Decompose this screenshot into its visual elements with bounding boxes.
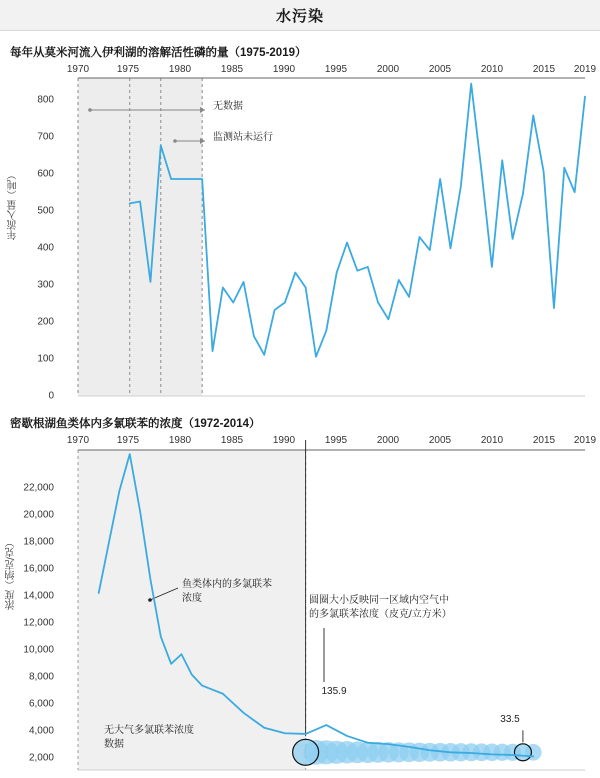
chart1-ytick: 0 — [48, 390, 54, 402]
chart2-ytick: 2,000 — [28, 752, 54, 764]
chart2-point-label-1359: 135.9 — [321, 686, 347, 697]
chart2-y-axis-label: 浓度（纳克/克） — [6, 537, 17, 610]
chart2-plot — [0, 440, 600, 778]
chart1-annotation-no-data: 无数据 — [213, 101, 243, 112]
chart2-xtick: 1995 — [324, 435, 348, 446]
chart1-xtick: 1975 — [116, 64, 140, 75]
chart1-xtick: 2010 — [480, 64, 504, 75]
chart1-y-axis-label: 年流入量（吨） — [8, 170, 19, 240]
chart1-ytick: 500 — [37, 205, 54, 217]
chart2-annotation-fish-pcb: 鱼类体内的多氯联苯 浓度 — [182, 579, 272, 604]
chart1-xtick: 2015 — [532, 64, 556, 75]
chart2-annotation-bubble-legend: 圆圈大小反映同一区域内空气中 的多氯联苯浓度（皮克/立方米） — [309, 595, 452, 620]
chart2-xtick: 1980 — [168, 435, 192, 446]
chart2-ytick: 6,000 — [28, 698, 54, 710]
chart1-ytick: 700 — [37, 131, 54, 143]
chart2-xtick: 2005 — [428, 435, 452, 446]
chart1-xtick: 2000 — [376, 64, 400, 75]
chart1-annotation-station-offline: 监测站未运行 — [213, 132, 273, 143]
chart2-ytick: 16,000 — [23, 563, 54, 575]
chart2-xtick: 1985 — [220, 435, 244, 446]
chart2-ytick: 4,000 — [28, 725, 54, 737]
chart1-ytick: 200 — [37, 316, 54, 328]
chart1-xtick: 1995 — [324, 64, 348, 75]
chart2-xtick: 2015 — [532, 435, 556, 446]
chart1-xtick: 2019 — [573, 64, 597, 75]
chart2-ytick: 22,000 — [23, 482, 54, 494]
chart1-title: 每年从莫米河流入伊利湖的溶解活性磷的量（1975-2019） — [10, 47, 307, 59]
chart2-ytick: 8,000 — [28, 671, 54, 683]
chart2-ytick: 12,000 — [23, 617, 54, 629]
chart1-xtick: 1985 — [220, 64, 244, 75]
chart2-annotation-no-air-data: 无大气多氯联苯浓度 数据 — [104, 725, 194, 750]
chart1-xtick: 1990 — [272, 64, 296, 75]
chart1-xtick: 2005 — [428, 64, 452, 75]
chart1-xtick: 1970 — [66, 64, 90, 75]
chart2-ytick: 10,000 — [23, 644, 54, 656]
chart2-title: 密歇根湖鱼类体内多氯联苯的浓度（1972-2014） — [10, 418, 261, 430]
chart2-ytick: 14,000 — [23, 590, 54, 602]
chart1-ytick: 800 — [37, 94, 54, 106]
chart1-ytick: 300 — [37, 279, 54, 291]
chart2-xtick: 1990 — [272, 435, 296, 446]
chart2-ytick: 18,000 — [23, 536, 54, 548]
chart2-point-label-335: 33.5 — [500, 714, 520, 725]
chart2-xtick: 1970 — [66, 435, 90, 446]
chart1-ytick: 400 — [37, 242, 54, 254]
chart2-xtick: 2000 — [376, 435, 400, 446]
chart2-xtick: 2019 — [573, 435, 597, 446]
chart1-ytick: 600 — [37, 168, 54, 180]
page-title: 水污染 — [275, 7, 324, 25]
chart1-xtick: 1980 — [168, 64, 192, 75]
chart2-xtick: 2010 — [480, 435, 504, 446]
chart1-ytick: 100 — [37, 353, 54, 365]
chart2-ytick: 20,000 — [23, 509, 54, 521]
chart2-xtick: 1975 — [116, 435, 140, 446]
